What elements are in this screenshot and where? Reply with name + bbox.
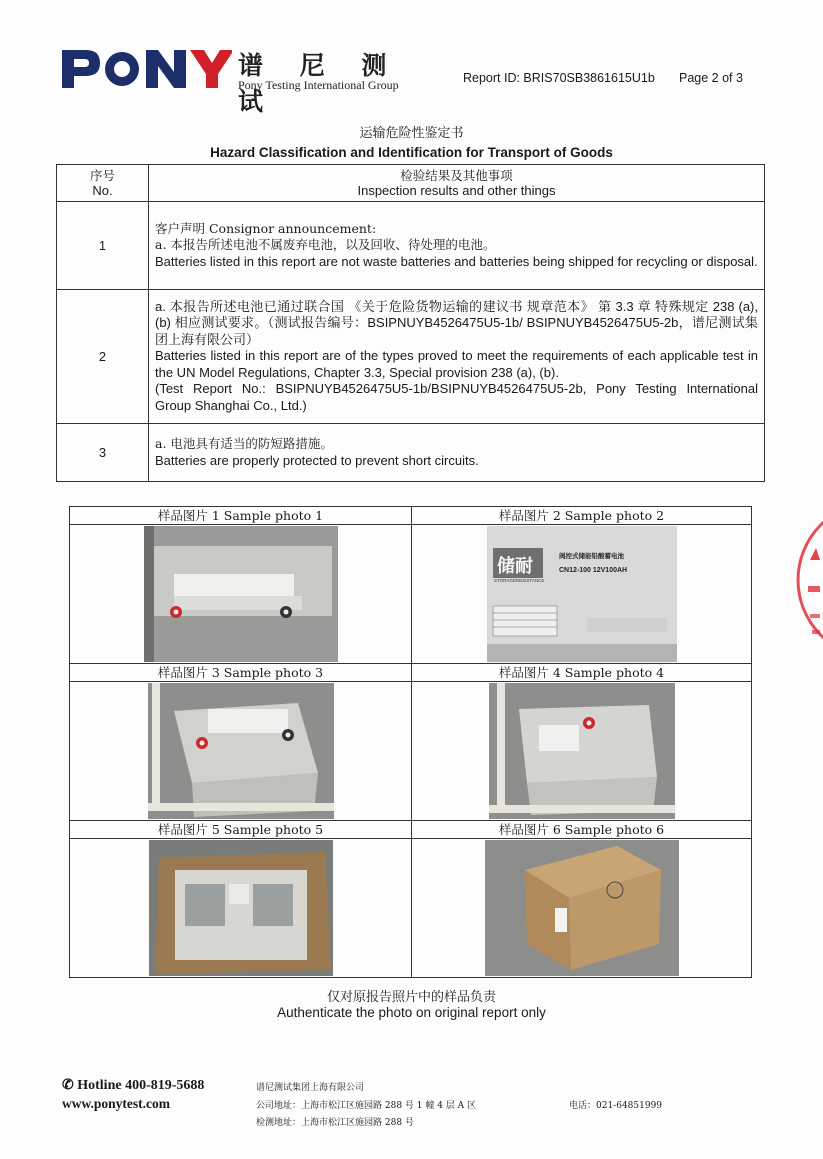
row-line: (Test Report No.: BSIPNUYB4526475U5-1b/BSIPNUYB4526475U5-2b, Pony Testing International Group Shanghai Co., Ltd.) xyxy=(155,381,758,413)
header-no-cell xyxy=(57,165,149,202)
row-number: 2 xyxy=(57,290,149,424)
photo-caption-row xyxy=(70,664,752,682)
battery-brand: 储耐 xyxy=(496,556,533,577)
photo-caption: 样品图片 2 Sample photo 2 xyxy=(412,507,752,525)
company-seal xyxy=(796,490,823,670)
row-line: a. 本报告所述电池不属废弃电池，以及回收、待处理的电池。 xyxy=(155,237,496,253)
photo-cell xyxy=(70,525,412,664)
title-chinese: 运输危险性鉴定书 xyxy=(359,126,464,141)
report-id: Report ID: BRIS70SB3861615U1b xyxy=(463,71,655,85)
footer-lab-address: 检测地址：上海市松江区施园路 288 号 xyxy=(256,1118,414,1128)
battery-title: 阀控式储能铅酸蓄电池 xyxy=(558,552,624,560)
sample-photo-6 xyxy=(485,840,679,976)
title-english: Hazard Classification and Identification for Transport of Goods xyxy=(210,145,613,160)
header-body-cn: 检验结果及其他事项 xyxy=(400,168,513,183)
photo-cell xyxy=(412,682,752,821)
phone-icon: ✆ xyxy=(62,1078,74,1093)
photo-cell xyxy=(412,839,752,978)
photo-caption: 样品图片 3 Sample photo 3 xyxy=(70,664,412,682)
photo-note-english: Authenticate the photo on original report only xyxy=(277,1005,546,1020)
header-body-en: Inspection results and other things xyxy=(357,183,556,198)
sample-photo-1 xyxy=(144,526,338,662)
table-row xyxy=(57,202,765,290)
page-number: Page 2 of 3 xyxy=(679,71,743,85)
photo-caption-row xyxy=(70,507,752,525)
photo-caption: 样品图片 4 Sample photo 4 xyxy=(412,664,752,682)
row-line: a. 本报告所述电池已通过联合国 《关于危险货物运输的建议书 规章范本》 第 3.3 章 特殊规定 238 (a), (b) 相应测试要求。（测试报告编号：BSIPNUYB4526475U5-1b/ BSIPNUYB4526475U5-2b，谱尼测试集团上海有限公司） xyxy=(155,298,758,347)
header-no-en: No. xyxy=(92,183,113,198)
results-table xyxy=(56,164,765,482)
pony-wordmark xyxy=(62,48,232,90)
photo-row xyxy=(70,525,752,664)
photo-caption: 样品图片 5 Sample photo 5 xyxy=(70,821,412,839)
row-number: 3 xyxy=(57,424,149,482)
row-line: Batteries listed in this report are not waste batteries and batteries being shipped for recycling or disposal. xyxy=(155,253,758,269)
header-body-cell xyxy=(149,165,765,202)
photo-cell xyxy=(412,525,752,664)
row-line: Batteries are properly protected to prevent short circuits. xyxy=(155,452,479,468)
photo-cell xyxy=(70,682,412,821)
row-content xyxy=(149,202,765,290)
row-number: 1 xyxy=(57,202,149,290)
photo-row xyxy=(70,682,752,821)
row-line: Batteries listed in this report are of the types proved to meet the requirements of each applicable test in the UN Model Regulations, Chapter 3.3, Special provision 238 (a), (b). xyxy=(155,348,758,380)
photo-row xyxy=(70,839,752,978)
table-row xyxy=(57,424,765,482)
row-content xyxy=(149,290,765,424)
photo-caption-row xyxy=(70,821,752,839)
sample-photos-table xyxy=(69,506,752,978)
website-link[interactable]: www.ponytest.com xyxy=(62,1096,170,1111)
photo-caption: 样品图片 6 Sample photo 6 xyxy=(412,821,752,839)
row-line: a. 电池具有适当的防短路措施。 xyxy=(155,436,333,451)
pony-logo xyxy=(62,46,412,116)
sample-photo-5 xyxy=(149,840,333,976)
photo-cell xyxy=(70,839,412,978)
row-line: 客户声明 Consignor announcement: xyxy=(155,220,377,236)
sample-photo-3 xyxy=(148,683,334,819)
sample-photo-2 xyxy=(487,526,677,662)
hotline xyxy=(62,1077,204,1094)
footer-address: 公司地址：上海市松江区施园路 288 号 1 幢 4 层 A 区 xyxy=(256,1101,477,1111)
battery-model: CN12-100 12V100AH xyxy=(558,567,627,574)
results-table-header xyxy=(57,165,765,202)
footer-telephone: 电话：021-64851999 xyxy=(569,1101,663,1111)
row-content xyxy=(149,424,765,482)
logo-english-name: Pony Testing International Group xyxy=(238,78,399,92)
logo-chinese-name: 谱 尼 测 试 xyxy=(238,51,401,116)
header-no-cn: 序号 xyxy=(89,168,115,183)
hotline-text: Hotline 400-819-5688 xyxy=(77,1078,205,1093)
photo-note-chinese: 仅对原报告照片中的样品负责 xyxy=(326,990,496,1005)
table-row xyxy=(57,290,765,424)
battery-brand-en: STORAGERESISTANCE xyxy=(493,578,544,583)
sample-photo-4 xyxy=(489,683,675,819)
footer-company: 谱尼测试集团上海有限公司 xyxy=(256,1083,365,1093)
photo-caption: 样品图片 1 Sample photo 1 xyxy=(70,507,412,525)
